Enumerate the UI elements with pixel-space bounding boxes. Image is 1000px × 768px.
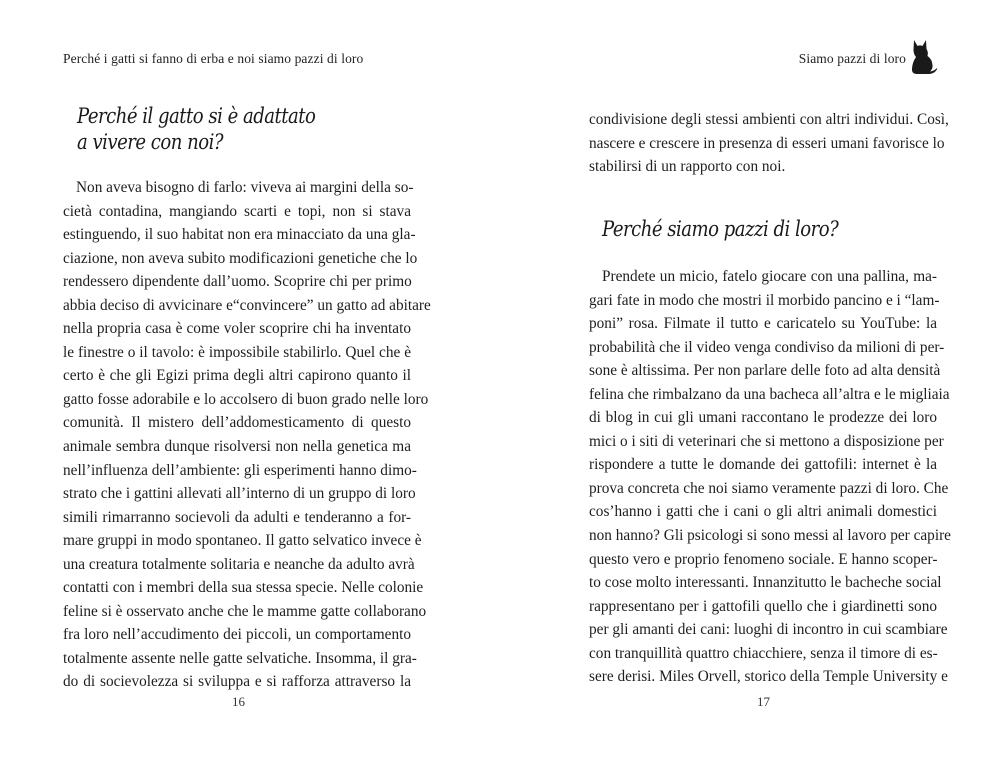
right-page — [500, 0, 1000, 768]
text-line: simili rimarranno socievoli da adulti e tenderanno a for- — [63, 508, 411, 526]
text-line: stabilirsi di un rapporto con noi. — [589, 158, 786, 176]
text-line: nascere e crescere in presenza di esseri umani favorisce lo — [589, 134, 945, 152]
text-line: ciazione, non aveva subito modificazioni genetiche che lo — [63, 249, 418, 267]
page-number-left: 16 — [232, 694, 245, 709]
body-text-right — [589, 265, 951, 689]
text-line: Non aveva bisogno di farlo: viveva ai margini della so- — [76, 179, 414, 196]
text-line: do di socievolezza si sviluppa e si rafforza attraverso la — [63, 673, 411, 691]
section-title-right: Perché siamo pazzi di loro? — [602, 217, 839, 241]
text-line: sone è altissima. Per non parlare delle foto ad alta densità — [589, 362, 941, 380]
text-line: nell’influenza dell’ambiente: gli esperimenti hanno dimo- — [63, 461, 417, 479]
running-head-right: Siamo pazzi di loro — [798, 51, 906, 66]
title-line: Perché il gatto si è adattato — [77, 104, 316, 128]
text-line: condivisione degli stessi ambienti con altri individui. Così, — [589, 111, 949, 128]
title-line: a vivere con noi? — [77, 130, 223, 154]
text-line: per gli amanti dei cani: luoghi di incontro in cui scambiare — [589, 621, 948, 639]
text-line: sere derisi. Miles Orvell, storico della Temple University e — [589, 668, 948, 686]
text-line: felina che rimbalzano da una bacheca all’altra e le migliaia — [589, 385, 950, 403]
text-line: probabilità che il video venga condiviso da milioni di per- — [589, 338, 945, 356]
text-line: con tranquillità quattro chiacchiere, senza il timore di es- — [589, 644, 938, 662]
text-line: questo vero e proprio fenomeno sociale. E hanno scoper- — [589, 550, 938, 568]
text-line: mare gruppi in modo spontaneo. Il gatto selvatico invece è — [63, 532, 422, 550]
text-line: feline si è osservato anche che le mamme gatte collaborano — [63, 602, 427, 620]
text-line: le finestre o il tavolo: è impossibile stabilirlo. Quel che è — [63, 343, 411, 361]
section-title-left — [77, 103, 315, 155]
text-line: gari fate in modo che mostri il morbido pancino e i “lam- — [589, 291, 940, 309]
text-line: di blog in cui gli umani raccontano le prodezze dei loro — [589, 409, 937, 427]
text-line: una creatura totalmente solitaria e neanche da adulto avrà — [63, 555, 415, 573]
text-line: certo è che gli Egizi prima degli altri capirono quanto il — [63, 367, 411, 385]
text-line: nella propria casa è come voler scoprire chi ha inventato — [63, 320, 411, 338]
text-line: rendessero dipendente dall’uomo. Scoprire chi per primo — [63, 273, 412, 291]
text-line: rappresentano per i gattofili quello che i giardinetti sono — [589, 597, 937, 615]
continuation-text-right — [589, 108, 949, 179]
text-line: rispondere a tutte le domande dei gattofili: internet è la — [589, 456, 937, 474]
text-line: prova concreta che noi siamo veramente pazzi di loro. Che — [589, 479, 949, 497]
text-line: mici o i siti di veterinari che si mettono a disposizione per — [589, 432, 944, 450]
text-line: totalmente assente nelle gatte selvatiche. Insomma, il gra- — [63, 649, 417, 667]
text-line: poni” rosa. Filmate il tutto e caricatelo su YouTube: la — [589, 315, 937, 333]
text-line: animale sembra dunque risolversi non nella genetica ma — [63, 438, 411, 456]
text-line: cos’hanno i gatti che i cani o gli altri animali domestici — [589, 503, 937, 521]
text-line: to cose molto interessanti. Innanzitutto le bacheche social — [589, 574, 942, 592]
text-line: non hanno? Gli psicologi si sono messi al lavoro per capire — [589, 527, 951, 545]
text-line: cietà contadina, mangiando scarti e topi, non si stava — [63, 202, 411, 220]
body-text-left — [63, 176, 431, 694]
page-number-right: 17 — [757, 694, 770, 709]
text-line: gatto fosse adorabile e lo accolsero di buon grado nelle loro — [63, 390, 429, 408]
text-line: fra loro nell’accudimento dei piccoli, un comportamento — [63, 626, 411, 644]
text-line: estinguendo, il suo habitat non era minacciato da una gla- — [63, 226, 416, 244]
text-line: contatti con i membri della sua stessa specie. Nelle colonie — [63, 579, 424, 597]
text-line: abbia deciso di avvicinare e“convincere” un gatto ad abitare — [63, 296, 431, 314]
text-line: comunità. Il mistero dell’addomesticamento di questo — [63, 414, 411, 432]
cat-silhouette-icon — [908, 37, 938, 75]
text-line: Prendete un micio, fatelo giocare con una pallina, ma- — [602, 268, 937, 285]
text-line: strato che i gattini allevati all’interno di un gruppo di loro — [63, 485, 416, 503]
running-head-left: Perché i gatti si fanno di erba e noi siamo pazzi di loro — [63, 51, 364, 66]
